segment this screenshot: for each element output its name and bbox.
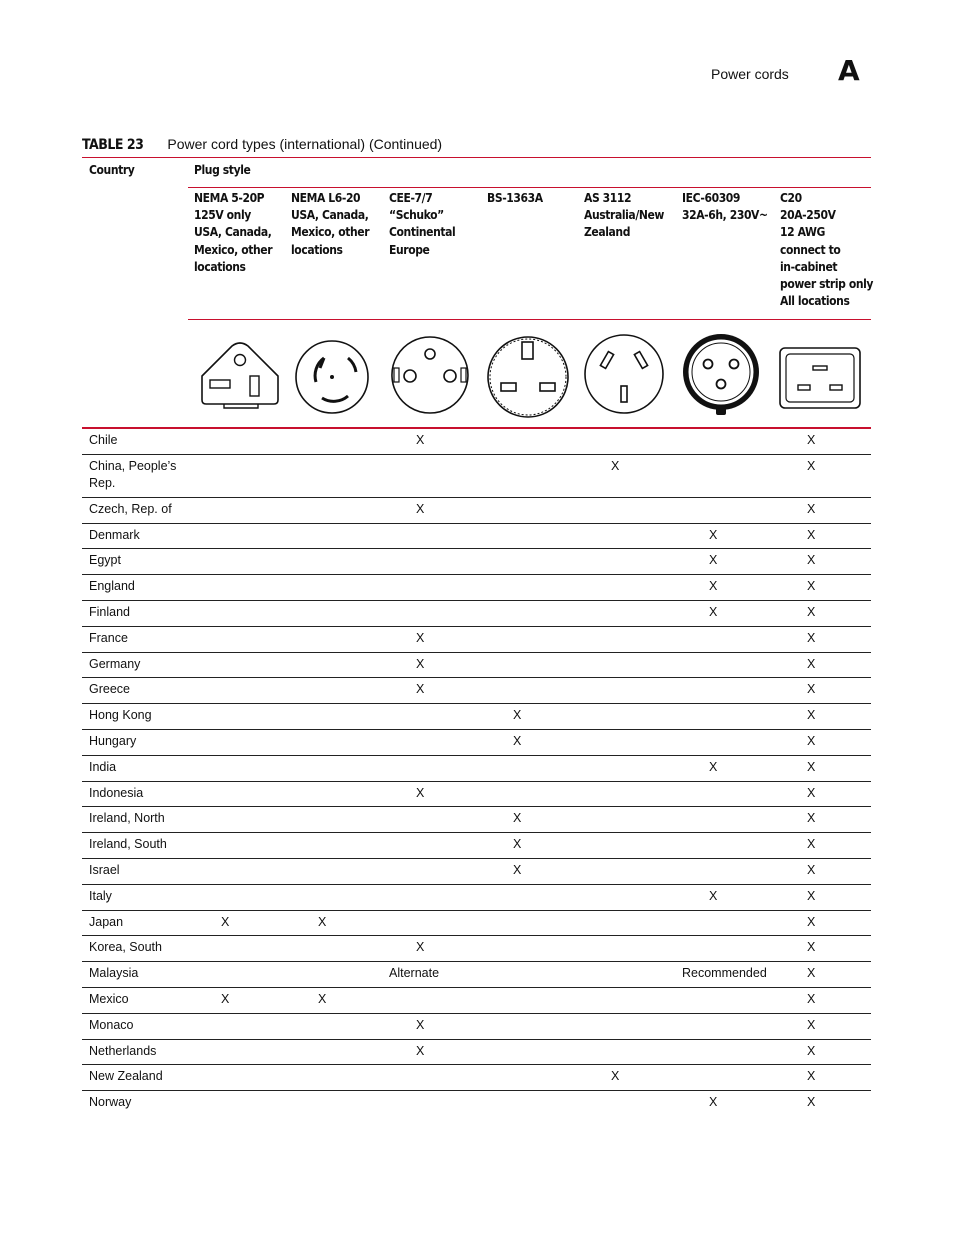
country-cell (89, 527, 140, 544)
plug-column-header-line: BS-1363A (487, 191, 543, 205)
running-header-title: Power cords (711, 66, 789, 82)
nema-5-20p-plug-icon (196, 332, 284, 418)
row-divider (82, 600, 871, 601)
row-divider (82, 1064, 871, 1065)
plug-cell: X (416, 501, 425, 516)
country-cell-line: France (89, 630, 128, 645)
plug-cell: X (807, 579, 816, 594)
country-cell-line: England (89, 579, 135, 594)
row-divider (82, 781, 871, 782)
plug-cell: X (807, 1017, 816, 1032)
plug-column-header-line: NEMA L6-20 (291, 191, 361, 205)
country-cell-line: Chile (89, 433, 118, 447)
plug-cell: X (807, 759, 816, 774)
country-cell (89, 552, 121, 569)
country-cell-line: Norway (89, 1095, 132, 1110)
row-divider (82, 1090, 871, 1091)
plug-cell: X (807, 656, 816, 671)
plug-cell: X (807, 1095, 816, 1110)
plug-cell: X (709, 527, 718, 542)
row-divider (82, 910, 871, 911)
table-label: TABLE 23 (82, 137, 144, 153)
plug-cell: X (513, 708, 522, 723)
plug-cell: X (807, 888, 816, 903)
plug-column-header-line: USA, Canada, (291, 208, 369, 223)
country-cell (89, 785, 143, 802)
row-divider (82, 884, 871, 885)
plug-image-rule (188, 319, 871, 320)
plug-cell: X (709, 605, 718, 619)
table-caption-text: Power cord types (international) (Continued) (167, 136, 443, 152)
country-cell (89, 630, 128, 647)
plug-cell: X (807, 682, 816, 697)
plug-column-header (780, 190, 873, 310)
plug-cell: X (318, 914, 327, 929)
plug-cell: X (416, 940, 425, 955)
row-divider (82, 961, 871, 962)
plug-column-header-line: locations (194, 259, 246, 274)
row-divider (82, 523, 871, 524)
plug-cell: X (513, 734, 522, 748)
row-divider (82, 652, 871, 653)
plug-cell: X (807, 863, 816, 877)
country-cell (89, 836, 167, 853)
country-cell (89, 656, 140, 673)
plug-cell: X (807, 940, 816, 955)
plug-column-header (682, 190, 768, 224)
bs-1363a-plug-icon (484, 332, 572, 418)
table-caption (82, 136, 442, 153)
plug-cell: X (416, 433, 425, 447)
row-divider (82, 703, 871, 704)
country-cell-line: Monaco (89, 1017, 134, 1032)
plug-cell: X (807, 527, 816, 542)
country-cell (89, 810, 165, 827)
plug-cell: X (318, 992, 327, 1006)
plug-cell: X (807, 458, 816, 473)
plug-cell: X (807, 734, 816, 748)
plug-column-header-line: power strip only (780, 277, 874, 292)
plug-cell: X (807, 630, 816, 645)
country-cell-line: China, People’s (89, 458, 177, 473)
as-3112-plug-icon (582, 332, 670, 418)
plug-cell: X (709, 888, 718, 903)
plug-column-header-line: All locations (780, 294, 850, 309)
plug-column-header-line: 32A-6h, 230V~ (682, 208, 768, 223)
row-divider (82, 755, 871, 756)
country-cell-line: Denmark (89, 527, 140, 542)
plug-cell: X (709, 1095, 718, 1110)
country-cell-line: Germany (89, 656, 141, 671)
country-column-header: Country (89, 163, 135, 177)
country-cell-line: Israel (89, 863, 120, 877)
plug-column-header-line: connect to (780, 242, 841, 257)
plug-cell: X (611, 458, 620, 473)
country-cell (89, 939, 162, 956)
country-cell-line: Japan (89, 914, 124, 929)
plug-column-header-line: IEC-60309 (682, 191, 741, 205)
country-cell-line: Netherlands (89, 1043, 157, 1058)
country-cell-line: New Zealand (89, 1069, 163, 1084)
country-cell (89, 733, 136, 750)
row-divider (82, 806, 871, 807)
row-divider (82, 1039, 871, 1040)
plug-column-header-line: Mexico, other (194, 242, 273, 257)
plug-style-header: Plug style (194, 163, 251, 177)
country-cell (89, 888, 112, 905)
plug-column-header (487, 190, 543, 207)
country-cell (89, 1094, 131, 1111)
country-cell (89, 1068, 163, 1085)
country-cell-line: Ireland, North (89, 811, 165, 826)
row-divider (82, 497, 871, 498)
plug-cell: X (221, 914, 230, 929)
country-cell (89, 578, 135, 595)
plug-cell: X (807, 837, 816, 852)
plug-cell: X (416, 1043, 425, 1058)
country-cell (89, 458, 176, 492)
row-divider (82, 935, 871, 936)
plug-cell: X (416, 682, 425, 697)
plug-column-header-line: Mexico, other (291, 225, 370, 240)
plug-cell: X (807, 605, 816, 619)
plug-column-header-line: C20 (780, 191, 802, 205)
country-cell-line: Rep. (89, 475, 116, 490)
plug-column-header-line: NEMA 5-20P (194, 191, 265, 205)
plug-column-header-line: Europe (389, 242, 430, 257)
plug-column-header-line: Zealand (584, 225, 631, 240)
plug-cell: X (513, 811, 522, 826)
plug-cell: Alternate (389, 966, 440, 981)
country-cell (89, 759, 116, 776)
row-divider (82, 626, 871, 627)
iec-60309-plug-icon (680, 332, 768, 418)
plug-cell: X (416, 630, 425, 645)
plug-cell: X (807, 433, 816, 447)
plug-column-header-line: locations (291, 242, 343, 257)
country-cell (89, 991, 129, 1008)
country-cell-line: Hungary (89, 734, 137, 748)
plug-cell: X (416, 656, 425, 671)
plug-cell: X (709, 579, 718, 594)
country-cell-line: Korea, South (89, 940, 162, 955)
country-cell-line: Greece (89, 682, 130, 697)
row-divider (82, 574, 871, 575)
plug-column-header-line: USA, Canada, (194, 225, 272, 240)
plug-cell: X (807, 992, 816, 1006)
country-cell (89, 501, 172, 518)
plug-column-header-line: “Schuko” (389, 208, 444, 223)
plug-cell: Recommended (682, 966, 767, 981)
plug-cell: X (807, 785, 816, 800)
plug-column-header-line: CEE-7/7 (389, 191, 433, 205)
plug-cell: X (416, 1017, 425, 1032)
plug-cell: X (513, 837, 522, 852)
plug-column-header (584, 190, 664, 242)
plug-cell: X (807, 553, 816, 568)
country-cell-line: Egypt (89, 553, 121, 568)
row-divider (82, 987, 871, 988)
row-divider (82, 832, 871, 833)
plug-cell: X (807, 966, 816, 981)
country-cell (89, 1043, 156, 1060)
plug-cell: X (221, 992, 230, 1006)
country-cell-line: Indonesia (89, 785, 144, 800)
plug-column-header (194, 190, 272, 276)
country-cell (89, 862, 120, 879)
country-cell (89, 681, 130, 698)
plug-column-header-line: 20A-250V (780, 208, 836, 223)
plug-cell: X (807, 501, 816, 516)
country-cell (89, 1017, 133, 1034)
plug-column-header (291, 190, 369, 259)
country-cell (89, 914, 123, 931)
plug-column-header-line: AS 3112 (584, 191, 632, 205)
row-divider (82, 454, 871, 455)
schuko-plug-icon (386, 332, 474, 418)
plug-cell: X (513, 863, 522, 877)
country-cell (89, 432, 118, 449)
plug-cell: X (807, 708, 816, 723)
plug-cell: X (709, 553, 718, 568)
country-cell-line: Finland (89, 605, 130, 619)
plug-style-rule (188, 187, 871, 188)
plug-cell: X (807, 914, 816, 929)
plug-cell: X (807, 811, 816, 826)
plug-cell: X (807, 1043, 816, 1058)
plug-column-header-line: 125V only (194, 208, 251, 223)
plug-cell: X (611, 1069, 620, 1084)
country-cell-line: Italy (89, 888, 112, 903)
row-divider (82, 677, 871, 678)
row-divider (82, 1013, 871, 1014)
plug-cell: X (709, 759, 718, 774)
plug-cell: X (416, 785, 425, 800)
row-divider (82, 548, 871, 549)
plug-column-header (389, 190, 455, 259)
plug-cell: X (807, 1069, 816, 1084)
appendix-letter: A (838, 54, 860, 87)
country-cell-line: India (89, 759, 117, 774)
c20-plug-icon (778, 332, 866, 418)
plug-column-header-line: Australia/New (584, 208, 664, 223)
row-divider (82, 858, 871, 859)
country-cell (89, 965, 138, 982)
table-top-rule (82, 157, 871, 158)
country-cell-line: Ireland, South (89, 837, 167, 852)
row-divider (82, 729, 871, 730)
country-cell-line: Malaysia (89, 966, 139, 981)
plug-column-header-line: Continental (389, 225, 456, 240)
table-body-top-rule (82, 427, 871, 429)
country-cell (89, 604, 130, 621)
nema-l6-20-plug-icon (292, 332, 380, 418)
country-cell-line: Mexico (89, 992, 129, 1006)
country-cell-line: Hong Kong (89, 708, 152, 723)
country-cell (89, 707, 152, 724)
plug-column-header-line: 12 AWG (780, 225, 825, 240)
country-cell-line: Czech, Rep. of (89, 501, 172, 516)
plug-column-header-line: in-cabinet (780, 259, 838, 274)
